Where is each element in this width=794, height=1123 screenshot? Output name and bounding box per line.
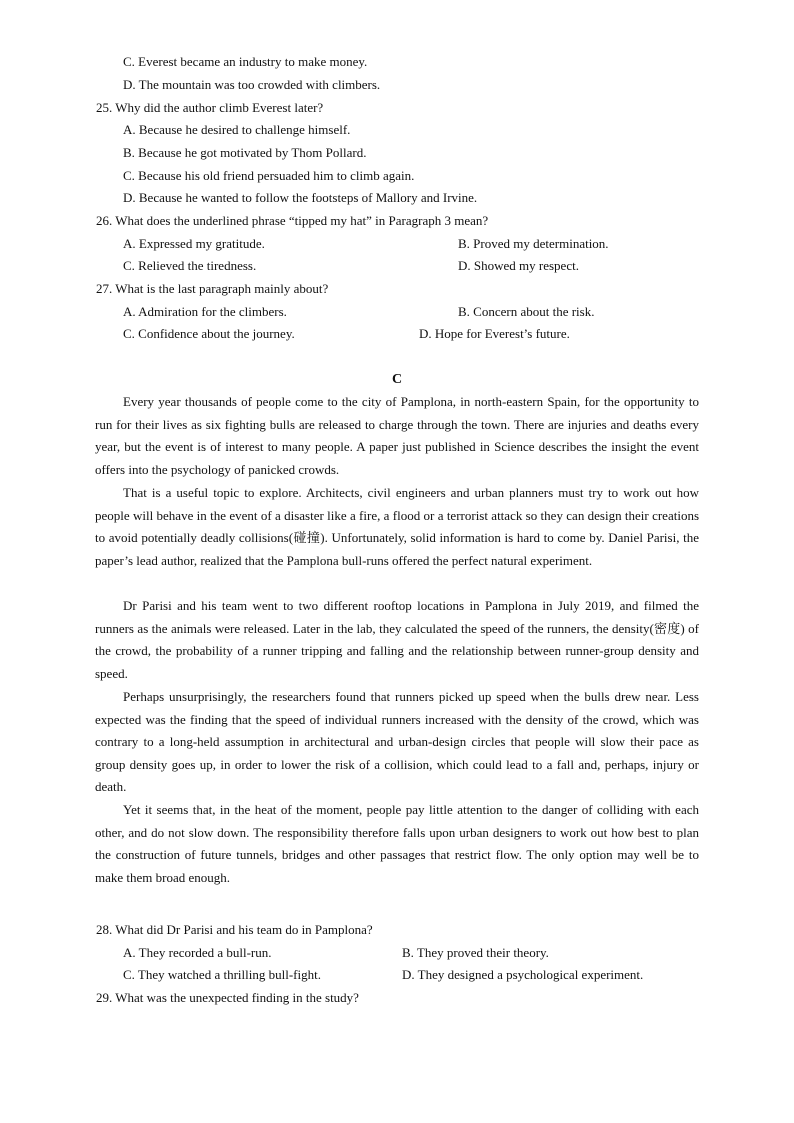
q28-option-b: B. They proved their theory. (402, 945, 549, 960)
question-29: 29. What was the unexpected finding in the study? (96, 990, 359, 1005)
q28-option-a: A. They recorded a bull-run. (123, 945, 272, 960)
q27-option-a: A. Admiration for the climbers. (123, 304, 287, 319)
question-25: 25. Why did the author climb Everest later? (96, 100, 324, 115)
section-c-heading: C (391, 372, 403, 387)
q26-option-b: B. Proved my determination. (458, 236, 609, 251)
passage-paragraph-4: Perhaps unsurprisingly, the researchers found that runners picked up speed when the bulls drew near. Less expected was the finding that the speed of individual runners increased with the density of the crowd, which was contrary to a long-held assumption in architectural and urban-design circles that people will slow their pace as group density goes up, in order to lower the risk of a collision, which could lead to a fall and, perhaps, injury or death. (95, 689, 699, 795)
q24-option-d: D. The mountain was too crowded with climbers. (123, 77, 381, 92)
q28-option-d: D. They designed a psychological experiment. (402, 967, 644, 982)
q25-option-c: C. Because his old friend persuaded him to climb again. (123, 168, 415, 183)
q25-option-d: D. Because he wanted to follow the footsteps of Mallory and Irvine. (123, 190, 478, 205)
q25-option-b: B. Because he got motivated by Thom Pollard. (123, 145, 367, 160)
q27-option-c: C. Confidence about the journey. (123, 326, 295, 341)
q24-option-c: C. Everest became an industry to make money. (123, 54, 368, 69)
passage-paragraph-1: Every year thousands of people come to the city of Pamplona, in north-eastern Spain, for the opportunity to run for their lives as six fighting bulls are released to charge through the town. There are injuries and deaths every year, but the event is of interest to many people. A paper just published in Science describes the insight the event offers into the psychology of panicked crowds. (95, 394, 699, 477)
q26-option-c: C. Relieved the tiredness. (123, 258, 257, 273)
question-27: 27. What is the last paragraph mainly about? (96, 281, 329, 296)
q27-option-b: B. Concern about the risk. (458, 304, 595, 319)
q25-option-a: A. Because he desired to challenge himself. (123, 122, 351, 137)
passage-paragraph-2: That is a useful topic to explore. Architects, civil engineers and urban planners must try to work out how people will behave in the event of a disaster like a fire, a flood or a terrorist attack so they can design their creations to avoid potentially deadly collisions(碰撞). Unfortunately, solid information is hard to come by. Daniel Parisi, the paper’s lead author, realized that the Pamplona bull-runs offered the perfect natural experiment. (95, 485, 699, 568)
q28-option-c: C. They watched a thrilling bull-fight. (123, 967, 321, 982)
q26-option-a: A. Expressed my gratitude. (123, 236, 265, 251)
passage-paragraph-3: Dr Parisi and his team went to two different rooftop locations in Pamplona in July 2019, and filmed the runners as the animals were released. Later in the lab, they calculated the speed of the runners, the density(密度) of the crowd, the probability of a runner tripping and falling and the relationship between runner-group density and speed. (95, 598, 699, 681)
question-26: 26. What does the underlined phrase “tipped my hat” in Paragraph 3 mean? (96, 213, 489, 228)
question-28: 28. What did Dr Parisi and his team do in Pamplona? (96, 922, 373, 937)
q26-option-d: D. Showed my respect. (458, 258, 579, 273)
passage-paragraph-5: Yet it seems that, in the heat of the moment, people pay little attention to the danger of colliding with each other, and do not slow down. The responsibility therefore falls upon urban designers to work out how best to plan the construction of future tunnels, bridges and other passages that restrict flow. The only option may well be to make them broad enough. (95, 802, 699, 885)
q27-option-d: D. Hope for Everest’s future. (419, 326, 570, 341)
